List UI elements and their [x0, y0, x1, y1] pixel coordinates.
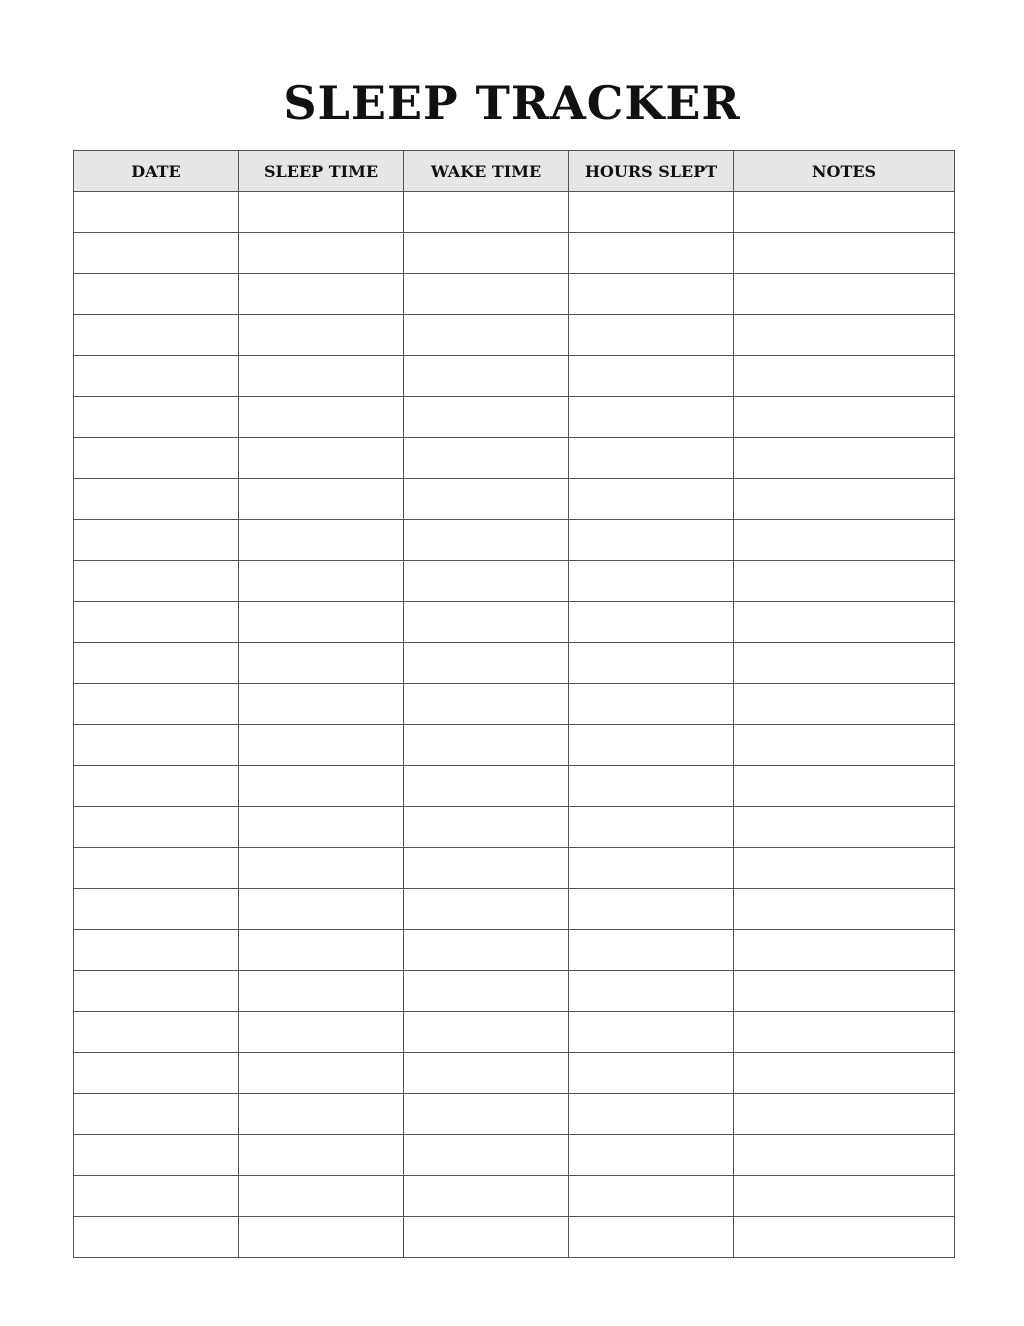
wake-time-cell[interactable] [404, 1012, 569, 1053]
notes-cell[interactable] [734, 1053, 955, 1094]
hours-slept-cell[interactable] [569, 438, 734, 479]
hours-slept-cell[interactable] [569, 1176, 734, 1217]
sleep-time-cell[interactable] [239, 1176, 404, 1217]
sleep-time-cell[interactable] [239, 1053, 404, 1094]
hours-slept-cell[interactable] [569, 643, 734, 684]
hours-slept-cell[interactable] [569, 1217, 734, 1258]
table-row [74, 233, 955, 274]
wake-time-cell[interactable] [404, 889, 569, 930]
notes-cell[interactable] [734, 1012, 955, 1053]
sleep-time-cell[interactable] [239, 725, 404, 766]
date-cell[interactable] [74, 233, 239, 274]
notes-cell[interactable] [734, 1135, 955, 1176]
notes-cell[interactable] [734, 397, 955, 438]
date-cell[interactable] [74, 684, 239, 725]
date-cell[interactable] [74, 274, 239, 315]
wake-time-cell[interactable] [404, 684, 569, 725]
table-row [74, 520, 955, 561]
table-row [74, 1094, 955, 1135]
date-cell[interactable] [74, 356, 239, 397]
hours-slept-cell[interactable] [569, 1135, 734, 1176]
sleep-time-cell[interactable] [239, 438, 404, 479]
notes-cell[interactable] [734, 1217, 955, 1258]
date-cell[interactable] [74, 643, 239, 684]
notes-cell[interactable] [734, 684, 955, 725]
table-row [74, 1176, 955, 1217]
hours-slept-cell[interactable] [569, 602, 734, 643]
notes-cell[interactable] [734, 766, 955, 807]
sleep-time-cell[interactable] [239, 479, 404, 520]
hours-slept-cell[interactable] [569, 1094, 734, 1135]
notes-cell[interactable] [734, 1094, 955, 1135]
wake-time-cell[interactable] [404, 233, 569, 274]
table-row [74, 602, 955, 643]
wake-time-cell[interactable] [404, 643, 569, 684]
sleep-time-cell[interactable] [239, 684, 404, 725]
date-cell[interactable] [74, 1094, 239, 1135]
wake-time-cell[interactable] [404, 479, 569, 520]
sleep-time-cell[interactable] [239, 930, 404, 971]
date-cell[interactable] [74, 1053, 239, 1094]
notes-cell[interactable] [734, 356, 955, 397]
table-row [74, 725, 955, 766]
wake-time-cell[interactable] [404, 971, 569, 1012]
sleep-time-cell[interactable] [239, 356, 404, 397]
sleep-time-cell[interactable] [239, 274, 404, 315]
notes-cell[interactable] [734, 643, 955, 684]
hours-slept-cell[interactable] [569, 561, 734, 602]
sleep-time-cell[interactable] [239, 1012, 404, 1053]
header-row [74, 151, 955, 192]
wake-time-cell[interactable] [404, 1135, 569, 1176]
hours-slept-cell[interactable] [569, 1053, 734, 1094]
date-cell[interactable] [74, 479, 239, 520]
hours-slept-cell[interactable] [569, 1012, 734, 1053]
column-header-wake-time: WAKE TIME [404, 151, 569, 192]
table-row [74, 479, 955, 520]
table-row [74, 1217, 955, 1258]
table-row [74, 930, 955, 971]
wake-time-cell[interactable] [404, 438, 569, 479]
notes-cell[interactable] [734, 520, 955, 561]
hours-slept-cell[interactable] [569, 192, 734, 233]
wake-time-cell[interactable] [404, 1176, 569, 1217]
sleep-time-cell[interactable] [239, 1217, 404, 1258]
table-row [74, 438, 955, 479]
notes-cell[interactable] [734, 930, 955, 971]
sleep-time-cell[interactable] [239, 848, 404, 889]
hours-slept-cell[interactable] [569, 766, 734, 807]
date-cell[interactable] [74, 520, 239, 561]
hours-slept-cell[interactable] [569, 356, 734, 397]
hours-slept-cell[interactable] [569, 971, 734, 1012]
sleep-time-cell[interactable] [239, 233, 404, 274]
notes-cell[interactable] [734, 561, 955, 602]
hours-slept-cell[interactable] [569, 848, 734, 889]
notes-cell[interactable] [734, 479, 955, 520]
date-cell[interactable] [74, 1217, 239, 1258]
wake-time-cell[interactable] [404, 397, 569, 438]
wake-time-cell[interactable] [404, 274, 569, 315]
notes-cell[interactable] [734, 848, 955, 889]
sleep-time-cell[interactable] [239, 971, 404, 1012]
notes-cell[interactable] [734, 889, 955, 930]
date-cell[interactable] [74, 397, 239, 438]
date-cell[interactable] [74, 1135, 239, 1176]
table-row [74, 684, 955, 725]
sleep-time-cell[interactable] [239, 561, 404, 602]
table-row [74, 192, 955, 233]
column-header-hours-slept: HOURS SLEPT [569, 151, 734, 192]
table-row [74, 315, 955, 356]
table-row [74, 889, 955, 930]
hours-slept-cell[interactable] [569, 479, 734, 520]
table-row [74, 1012, 955, 1053]
sleep-time-cell[interactable] [239, 315, 404, 356]
date-cell[interactable] [74, 192, 239, 233]
table-row [74, 397, 955, 438]
notes-cell[interactable] [734, 1176, 955, 1217]
table-row [74, 848, 955, 889]
date-cell[interactable] [74, 848, 239, 889]
wake-time-cell[interactable] [404, 807, 569, 848]
table-row [74, 1053, 955, 1094]
page-title: SLEEP TRACKER [283, 76, 741, 130]
notes-cell[interactable] [734, 807, 955, 848]
notes-cell[interactable] [734, 971, 955, 1012]
date-cell[interactable] [74, 766, 239, 807]
sleep-time-cell[interactable] [239, 807, 404, 848]
notes-cell[interactable] [734, 725, 955, 766]
table-header [74, 151, 955, 192]
notes-cell[interactable] [734, 233, 955, 274]
wake-time-cell[interactable] [404, 848, 569, 889]
date-cell[interactable] [74, 602, 239, 643]
date-cell[interactable] [74, 930, 239, 971]
sleep-time-cell[interactable] [239, 602, 404, 643]
hours-slept-cell[interactable] [569, 725, 734, 766]
date-cell[interactable] [74, 889, 239, 930]
table-row [74, 807, 955, 848]
sleep-time-cell[interactable] [239, 192, 404, 233]
table-row [74, 766, 955, 807]
table-row [74, 274, 955, 315]
hours-slept-cell[interactable] [569, 520, 734, 561]
hours-slept-cell[interactable] [569, 930, 734, 971]
table-body [74, 192, 955, 1258]
table-row [74, 561, 955, 602]
wake-time-cell[interactable] [404, 356, 569, 397]
table-row [74, 356, 955, 397]
notes-cell[interactable] [734, 274, 955, 315]
hours-slept-cell[interactable] [569, 397, 734, 438]
wake-time-cell[interactable] [404, 602, 569, 643]
hours-slept-cell[interactable] [569, 889, 734, 930]
date-cell[interactable] [74, 971, 239, 1012]
sleep-time-cell[interactable] [239, 643, 404, 684]
wake-time-cell[interactable] [404, 725, 569, 766]
wake-time-cell[interactable] [404, 315, 569, 356]
column-header-date: DATE [74, 151, 239, 192]
wake-time-cell[interactable] [404, 1053, 569, 1094]
date-cell[interactable] [74, 561, 239, 602]
wake-time-cell[interactable] [404, 520, 569, 561]
date-cell[interactable] [74, 1176, 239, 1217]
date-cell[interactable] [74, 1012, 239, 1053]
wake-time-cell[interactable] [404, 561, 569, 602]
wake-time-cell[interactable] [404, 930, 569, 971]
hours-slept-cell[interactable] [569, 684, 734, 725]
date-cell[interactable] [74, 807, 239, 848]
hours-slept-cell[interactable] [569, 807, 734, 848]
sleep-time-cell[interactable] [239, 1135, 404, 1176]
wake-time-cell[interactable] [404, 1094, 569, 1135]
sleep-time-cell[interactable] [239, 766, 404, 807]
notes-cell[interactable] [734, 438, 955, 479]
date-cell[interactable] [74, 315, 239, 356]
column-header-sleep-time: SLEEP TIME [239, 151, 404, 192]
notes-cell[interactable] [734, 192, 955, 233]
sleep-time-cell[interactable] [239, 889, 404, 930]
date-cell[interactable] [74, 438, 239, 479]
table-row [74, 1135, 955, 1176]
hours-slept-cell[interactable] [569, 274, 734, 315]
column-header-notes: NOTES [734, 151, 955, 192]
sleep-tracker-table [73, 150, 955, 1258]
sleep-time-cell[interactable] [239, 520, 404, 561]
sleep-time-cell[interactable] [239, 397, 404, 438]
wake-time-cell[interactable] [404, 192, 569, 233]
notes-cell[interactable] [734, 602, 955, 643]
hours-slept-cell[interactable] [569, 315, 734, 356]
hours-slept-cell[interactable] [569, 233, 734, 274]
notes-cell[interactable] [734, 315, 955, 356]
wake-time-cell[interactable] [404, 1217, 569, 1258]
table-row [74, 643, 955, 684]
wake-time-cell[interactable] [404, 766, 569, 807]
sleep-time-cell[interactable] [239, 1094, 404, 1135]
table-row [74, 971, 955, 1012]
date-cell[interactable] [74, 725, 239, 766]
